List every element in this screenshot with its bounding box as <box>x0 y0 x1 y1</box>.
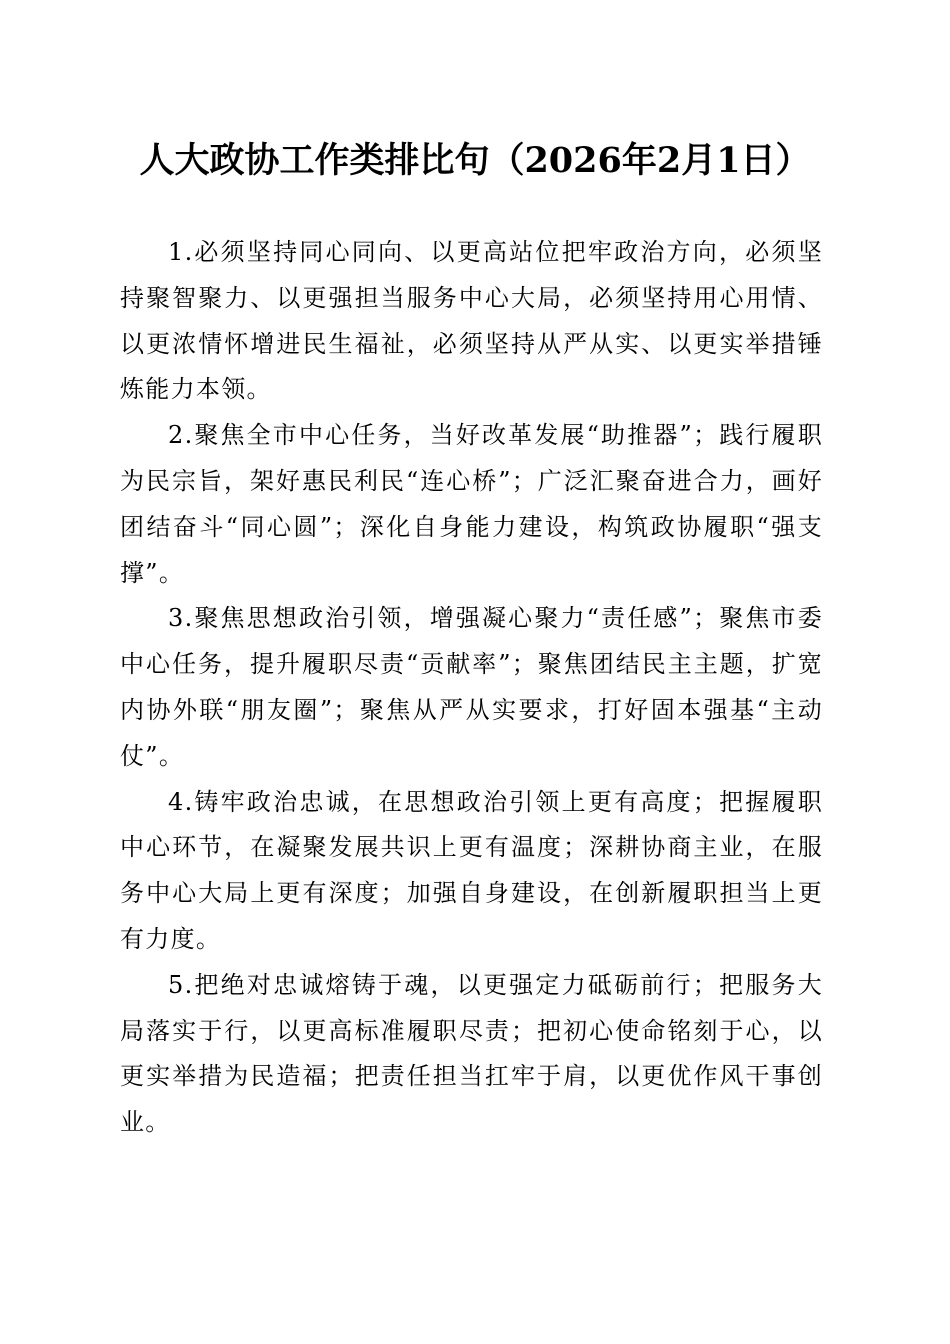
paragraph-4: 4.铸牢政治忠诚，在思想政治引领上更有高度；把握履职中心环节，在凝聚发展共识上更有温度；深耕协商主业，在服务中心大局上更有深度；加强自身建设，在创新履职担当上更有力度。 <box>120 787 823 953</box>
paragraph-5: 5.把绝对忠诚熔铸于魂，以更强定力砥砺前行；把服务大局落实于行，以更高标准履职尽责；把初心使命铭刻于心，以更实举措为民造福；把责任担当扛牢于肩，以更优作风干事创业。 <box>120 970 823 1137</box>
document-title: 人大政协工作类排比句（2026年2月1日） <box>139 140 811 181</box>
paragraph-2: 2.聚焦全市中心任务，当好改革发展“助推器”；践行履职为民宗旨，架好惠民利民“连心桥”；广泛汇聚奋进合力，画好团结奋斗“同心圆”；深化自身能力建设，构筑政协履职“强支撑”。 <box>120 421 823 587</box>
paragraph-3: 3.聚焦思想政治引领，增强凝心聚力“责任感”；聚焦市委中心任务，提升履职尽责“贡献率”；聚焦团结民主主题，扩宽内协外联“朋友圈”；聚焦从严从实要求，打好固本强基“主动仗”。 <box>120 604 823 770</box>
paragraph-1: 1.必须坚持同心同向、以更高站位把牢政治方向，必须坚持聚智聚力、以更强担当服务中心大局，必须坚持用心用情、以更浓情怀增进民生福祉，必须坚持从严从实、以更实举措锤炼能力本领。 <box>120 238 823 404</box>
document-body <box>120 230 823 1146</box>
